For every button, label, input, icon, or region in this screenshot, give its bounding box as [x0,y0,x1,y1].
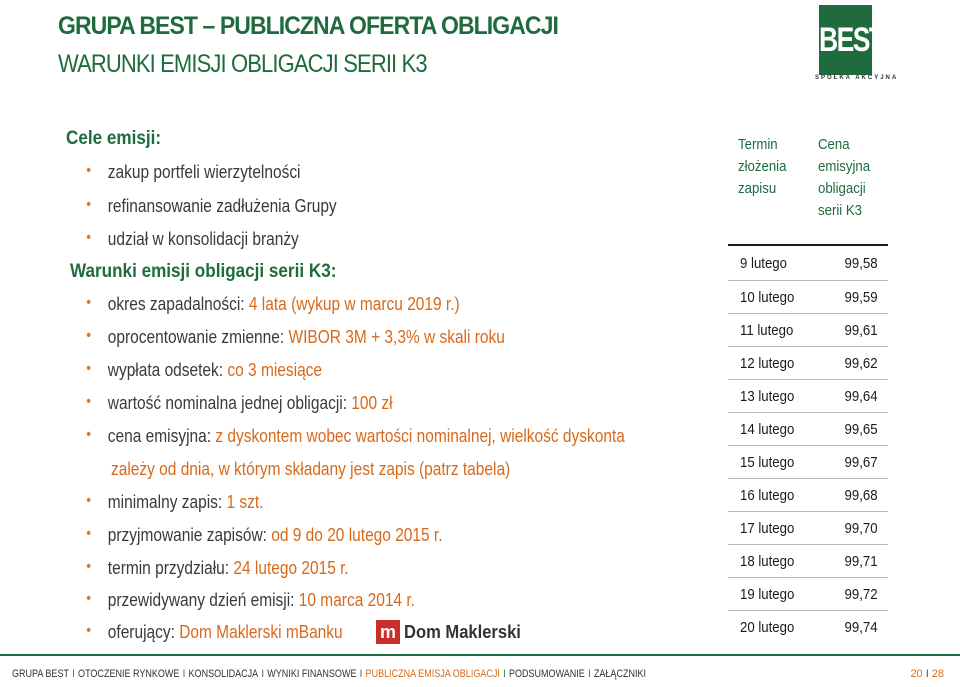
footer-nav-item[interactable]: ZAŁĄCZNIKI [593,668,647,680]
row-price: 99,71 [844,553,878,570]
best-logo-subtitle: SPÓŁKA AKCYJNA [815,75,899,81]
table-row [728,247,888,280]
bullet-icon: • [86,360,92,377]
term-value: 24 lutego 2015 r. [233,558,349,578]
dom-maklerski-logo [376,620,538,644]
table-divider [728,244,888,246]
bullet-icon: • [86,558,92,575]
bullet-icon: • [86,492,92,509]
bullet-icon: • [86,229,92,246]
row-price: 99,61 [844,322,878,339]
table-header-date: Termin złożenia zapisu [738,136,787,197]
dom-maklerski-text: Dom Maklerski [404,622,521,642]
footer-nav-item[interactable]: OTOCZENIE RYNKOWE [78,668,180,680]
table-row [728,413,888,446]
footer-separator: I [359,668,363,680]
goals-heading: Cele emisji: [66,128,162,149]
bullet-icon: • [86,294,92,311]
goal-text: refinansowanie zadłużenia Grupy [107,196,337,216]
term-label: oferujący: [107,622,180,642]
footer-separator: I [261,668,264,680]
bullet-icon: • [86,196,92,213]
term-value: WIBOR 3M + 3,3% w skali roku [288,327,505,347]
bullet-icon: • [86,622,92,639]
footer-separator: I [588,668,591,680]
footer-separator: I [182,668,186,680]
term-value: z dyskontem wobec wartości nominalnej, wielkość dyskonta [215,426,625,446]
row-date: 18 lutego [740,553,795,570]
term-value: od 9 do 20 lutego 2015 r. [271,525,443,545]
term-label: przewidywany dzień emisji: [107,590,299,610]
row-date: 20 lutego [740,619,795,636]
term-label: minimalny zapis: [107,492,227,512]
terms-heading: Warunki emisji obligacji serii K3: [70,261,337,282]
term-label: okres zapadalności: [107,294,249,314]
term-label: termin przydziału: [107,558,234,578]
row-date: 11 lutego [740,322,794,339]
term-value: co 3 miesiące [227,360,323,380]
goal-text: udział w konsolidacji branży [107,229,299,249]
table-row [728,347,888,380]
table-row [728,479,888,512]
row-price: 99,68 [844,487,878,504]
row-price: 99,58 [844,255,878,272]
term-value: Dom Maklerski mBanku [179,622,343,642]
term-label: przyjmowanie zapisów: [107,525,272,545]
best-logo-text: BEST [819,21,884,59]
bullet-icon: • [86,393,92,410]
bullet-icon: • [86,162,92,179]
footer-nav [12,668,646,680]
table-header-price: Cena emisyjna obligacji serii K3 [818,136,871,219]
row-date: 12 lutego [740,355,795,372]
term-label: cena emisyjna: [107,426,216,446]
table-row [728,281,888,314]
row-price: 99,64 [844,388,878,405]
row-date: 14 lutego [740,421,795,438]
row-price: 99,72 [844,586,878,603]
term-value: 10 marca 2014 r. [298,590,415,610]
dom-maklerski-mark: m [376,620,400,644]
bullet-icon: • [86,426,92,443]
row-date: 10 lutego [740,289,795,306]
row-date: 9 lutego [740,255,787,272]
bullet-icon: • [86,525,92,542]
bullet-icon: • [86,590,92,607]
table-row [728,578,888,611]
footer-divider [0,654,960,656]
row-price: 99,65 [844,421,878,438]
footer-nav-item[interactable]: GRUPA BEST [12,668,69,680]
row-price: 99,70 [844,520,878,537]
term-label: oprocentowanie zmienne: [107,327,289,347]
term-value: 100 zł [351,393,393,413]
goal-text: zakup portfeli wierzytelności [107,162,301,182]
footer-nav-item[interactable]: KONSOLIDACJA [188,668,259,680]
page-subtitle: WARUNKI EMISJI OBLIGACJI SERII K3 [58,50,427,78]
table-row [728,545,888,578]
row-price: 99,59 [844,289,878,306]
bullet-icon: • [86,327,92,344]
row-date: 13 lutego [740,388,795,405]
table-row [728,446,888,479]
page-separator: I [925,668,929,680]
footer-nav-item[interactable]: PODSUMOWANIE [508,668,585,680]
page-total: 28 [931,668,944,680]
page-number [910,668,944,680]
term-label: wartość nominalna jednej obligacji: [107,393,352,413]
row-date: 16 lutego [740,487,795,504]
table-row [728,512,888,545]
page-title: GRUPA BEST – PUBLICZNA OFERTA OBLIGACJI [58,12,558,40]
term-value: 1 szt. [226,492,264,512]
row-date: 17 lutego [740,520,795,537]
table-row [728,380,888,413]
table-row [728,611,888,644]
table-row [728,314,888,347]
footer-separator: I [503,668,506,680]
footer-separator: I [72,668,75,680]
row-price: 99,67 [844,454,878,471]
footer-nav-item[interactable]: WYNIKI FINANSOWE [267,668,357,680]
row-price: 99,62 [844,355,878,372]
row-price: 99,74 [844,619,878,636]
footer-nav-item-active[interactable]: PUBLICZNA EMISJA OBLIGACJI [365,668,500,680]
row-date: 15 lutego [740,454,795,471]
term-label: wypłata odsetek: [107,360,228,380]
term-value: 4 lata (wykup w marcu 2019 r.) [248,294,460,314]
best-logo [819,5,884,75]
page-current: 20 [910,668,923,680]
term-continuation: zależy od dnia, w którym składany jest zapis (patrz tabela) [111,459,511,479]
row-date: 19 lutego [740,586,795,603]
